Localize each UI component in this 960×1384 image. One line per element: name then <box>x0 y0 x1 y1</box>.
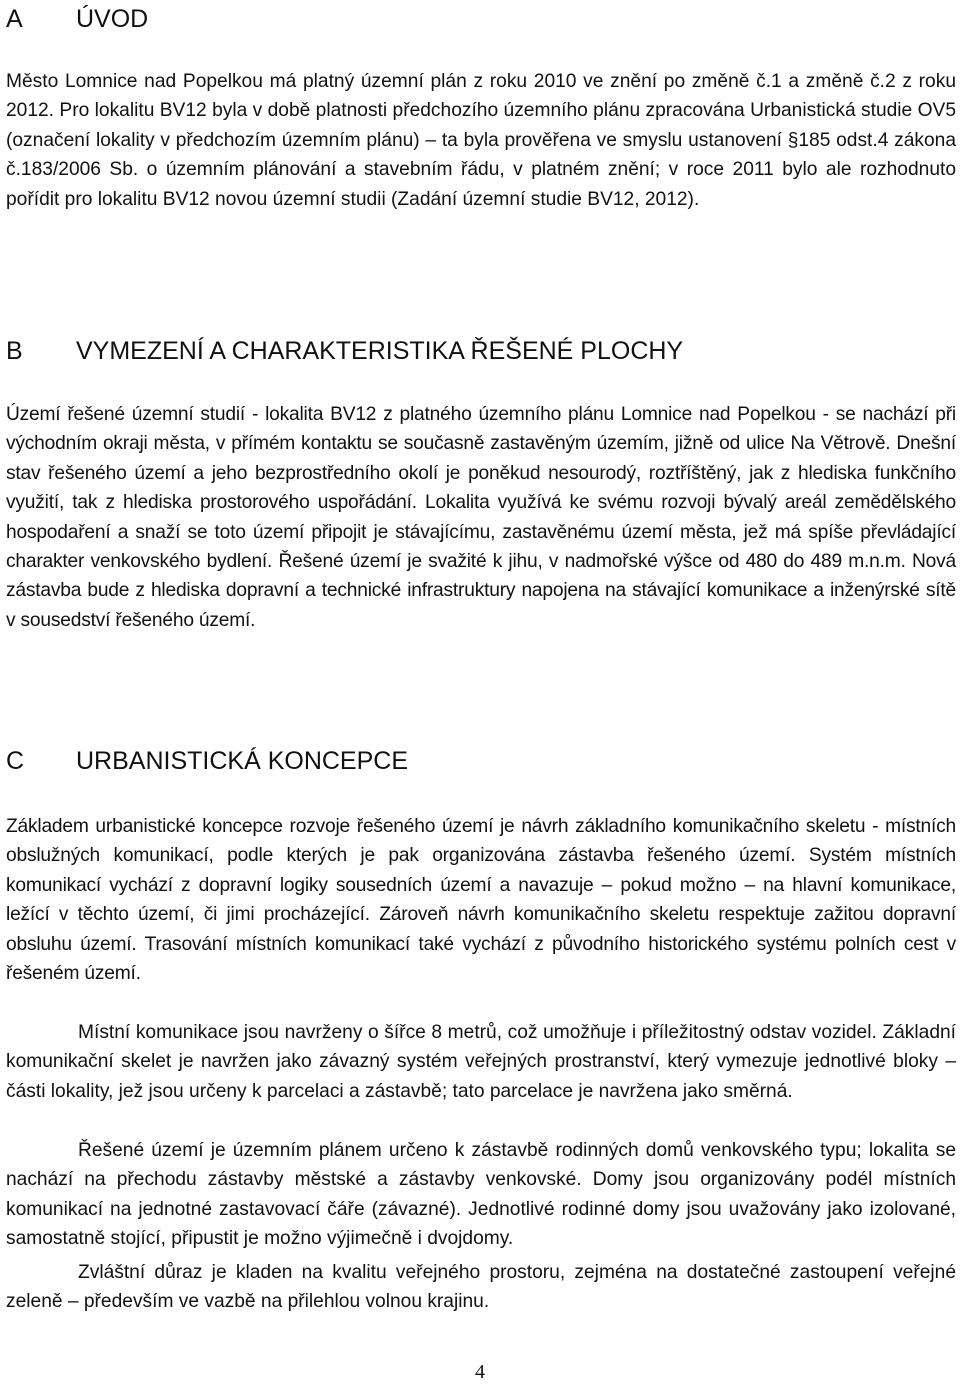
section-c-heading <box>6 746 408 776</box>
page-number: 4 <box>475 1361 485 1383</box>
section-c-paragraph-2: Místní komunikace jsou navrženy o šířce 8 metrů, což umožňuje i příležitostný odstav vozidel. Základní komunikační skelet je navržen jako závazný systém veřejných prostranství, který vymezuje jednotlivé bloky – části lokality, jež jsou určeny k parcelaci a zástavbě; tato parcelace je navržena jako směrná. <box>6 1022 956 1102</box>
section-b-letter: B <box>6 337 23 365</box>
section-c-title: URBANISTICKÁ KONCEPCE <box>76 747 409 775</box>
section-c-paragraph-1: Základem urbanistické koncepce rozvoje řešeného území je návrh základního komunikačního skeletu - místních obslužných komunikací, podle kterých je pak organizována zástavba řešeného území. Systém místních komunikací vychází z dopravní logiky sousedních území a navazuje – pokud možno – na hlavní komunikace, ležící v těchto území, či jimi procházející. Zároveň návrh komunikačního skeletu respektuje zažitou dopravní obsluhu území. Trasování místních komunikací také vychází z původního historického systému polních cest v řešeném území. <box>6 816 956 985</box>
section-b-heading <box>6 336 683 366</box>
section-c-letter: C <box>6 747 25 775</box>
section-b-title: VYMEZENÍ A CHARAKTERISTIKA ŘEŠENÉ PLOCHY <box>76 337 684 365</box>
section-a-heading <box>6 4 148 34</box>
section-a-letter: A <box>6 5 23 33</box>
section-b-paragraph: Území řešené územní studií - lokalita BV12 z platného územního plánu Lomnice nad Popelkou - se nachází při východním okraji města, v přímém kontaktu se současně zastavěným územím, jižně od ulice Na Větrově. Dnešní stav řešeného území a jeho bezprostředního okolí je poněkud nesourodý, roztříštěný, jak z hlediska funkčního využití, tak z hlediska prostorového uspořádání. Lokalita využívá ke svému rozvoji bývalý areál zemědělského hospodaření a snaží se toto území připojit je stávajícímu, zastavěnému území města, jež má spíše převládající charakter venkovského bydlení. Řešené území je svažité k jihu, v nadmořské výšce od 480 do 489 m.n.m. Nová zástavba bude z hlediska dopravní a technické infrastruktury napojena na stávající komunikace a inženýrské sítě v sousedství řešeného území. <box>6 404 956 631</box>
section-a-title: ÚVOD <box>76 5 149 33</box>
section-a-paragraph: Město Lomnice nad Popelkou má platný územní plán z roku 2010 ve znění po změně č.1 a změně č.2 z roku 2012. Pro lokalitu BV12 byla v době platnosti předchozího územního plánu zpracována Urbanistická studie OV5 (označení lokality v předchozím územním plánu) – ta byla prověřena ve smyslu ustanovení §185 odst.4 zákona č.183/2006 Sb. o územním plánování a stavebním řádu, v platném znění; v roce 2011 bylo ale rozhodnuto pořídit pro lokalitu BV12 novou územní studii (Zadání územní studie BV12, 2012). <box>6 71 956 210</box>
section-c-paragraph-4: Zvláštní důraz je kladen na kvalitu veřejného prostoru, zejména na dostatečné zastoupení veřejné zeleně – především ve vazbě na přilehlou volnou krajinu. <box>6 1262 956 1313</box>
section-c-paragraph-3: Řešené území je územním plánem určeno k zástavbě rodinných domů venkovského typu; lokalita se nachází na přechodu zástavby městské a zástavby venkovské. Domy jsou organizovány podél místních komunikací na jednotné zastavovací čáře (závazné). Jednotlivé rodinné domy jsou uvažovány jako izolované, samostatně stojící, připustit je možno výjimečně i dvojdomy. <box>6 1140 956 1250</box>
